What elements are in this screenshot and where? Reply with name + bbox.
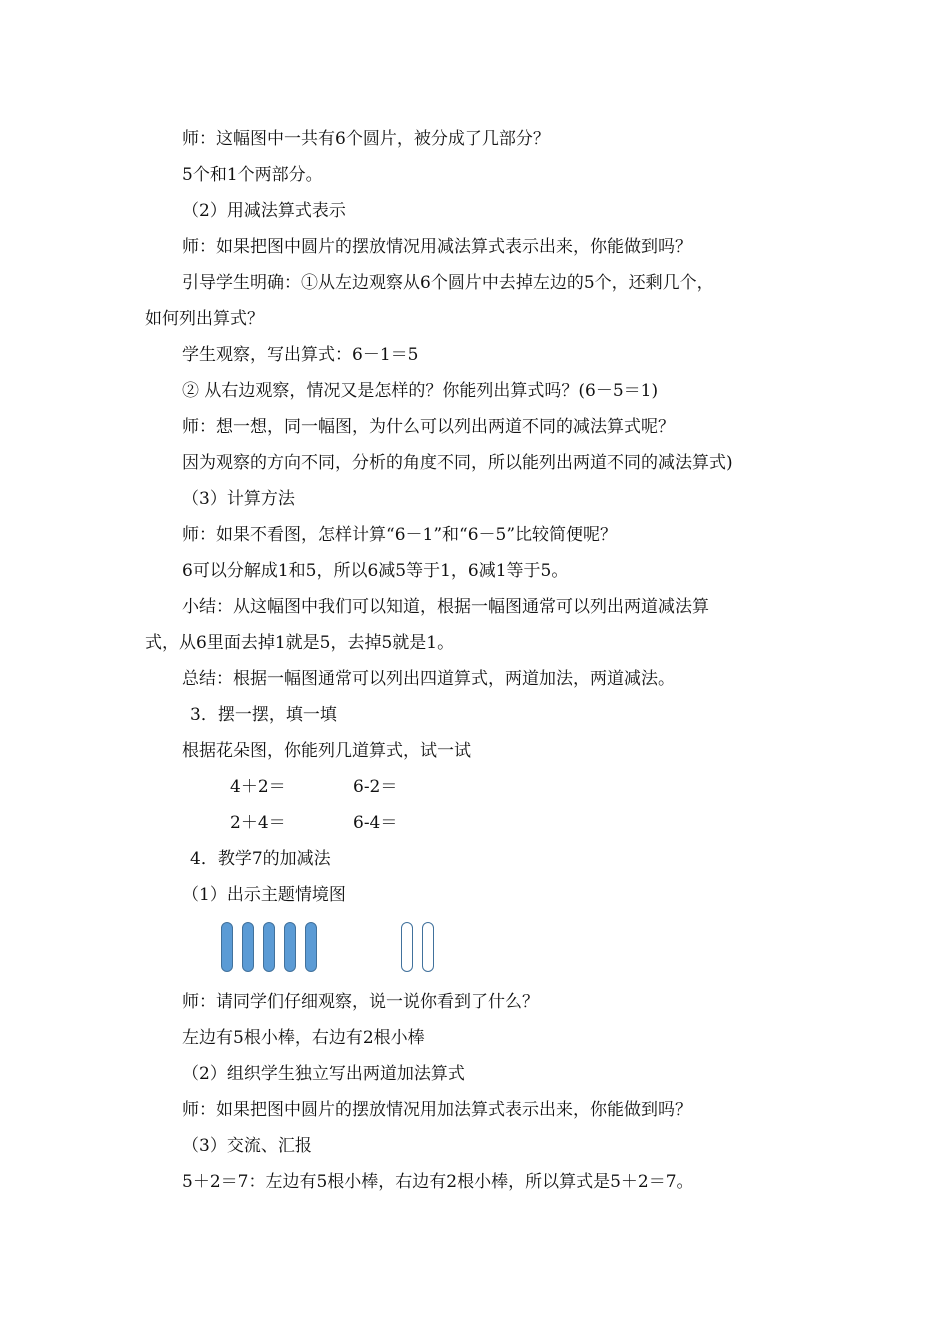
filled-stick [284,922,296,972]
filled-stick [305,922,317,972]
paragraph: 5个和1个两部分。 [182,165,323,185]
equation: 4＋2＝ [230,777,286,797]
section-heading: （1）出示主题情境图 [182,885,346,905]
equation: 2＋4＝ [230,813,286,833]
section-heading: （2）用减法算式表示 [182,201,346,221]
hollow-stick [401,922,413,972]
paragraph: 5＋2＝7：左边有5根小棒，右边有2根小棒，所以算式是5＋2＝7。 [182,1172,694,1192]
paragraph: 总结：根据一幅图通常可以列出四道算式，两道加法，两道减法。 [182,669,675,689]
paragraph: 左边有5根小棒，右边有2根小棒 [182,1028,425,1048]
paragraph: 引导学生明确：①从左边观察从6个圆片中去掉左边的5个，还剩几个， [182,273,714,293]
paragraph: 式，从6里面去掉1就是5，去掉5就是1。 [145,633,455,653]
paragraph: 师：想一想，同一幅图，为什么可以列出两道不同的减法算式呢？ [182,417,675,437]
paragraph: ② 从右边观察，情况又是怎样的？你能列出算式吗？(6－5＝1) [182,381,659,401]
equation: 6-2＝ [353,777,398,797]
paragraph: 师：如果把图中圆片的摆放情况用减法算式表示出来，你能做到吗？ [182,237,692,257]
paragraph: 如何列出算式？ [145,309,264,329]
paragraph: 因为观察的方向不同，分析的角度不同，所以能列出两道不同的减法算式) [182,453,733,473]
paragraph: 师：如果不看图，怎样计算“6－1”和“6－5”比较简便呢？ [182,525,618,545]
paragraph: 学生观察，写出算式：6－1＝5 [182,345,419,365]
section-heading: 3．摆一摆，填一填 [190,705,337,725]
filled-stick [221,922,233,972]
section-heading: （3）交流、汇报 [182,1136,312,1156]
section-heading: 4．教学7的加减法 [190,849,331,869]
paragraph: 6可以分解成1和5，所以6减5等于1，6减1等于5。 [182,561,569,581]
paragraph: 师：请同学们仔细观察，说一说你看到了什么？ [182,992,539,1012]
filled-stick [242,922,254,972]
paragraph: 根据花朵图，你能列几道算式，试一试 [182,741,471,761]
section-heading: （2）组织学生独立写出两道加法算式 [182,1064,465,1084]
sticks-figure [218,920,458,976]
equation: 6-4＝ [353,813,398,833]
section-heading: （3）计算方法 [182,489,295,509]
paragraph: 小结：从这幅图中我们可以知道，根据一幅图通常可以列出两道减法算 [182,597,709,617]
filled-stick [263,922,275,972]
paragraph: 师：如果把图中圆片的摆放情况用加法算式表示出来，你能做到吗？ [182,1100,692,1120]
hollow-stick [422,922,434,972]
paragraph: 师：这幅图中一共有6个圆片，被分成了几部分？ [182,129,550,149]
